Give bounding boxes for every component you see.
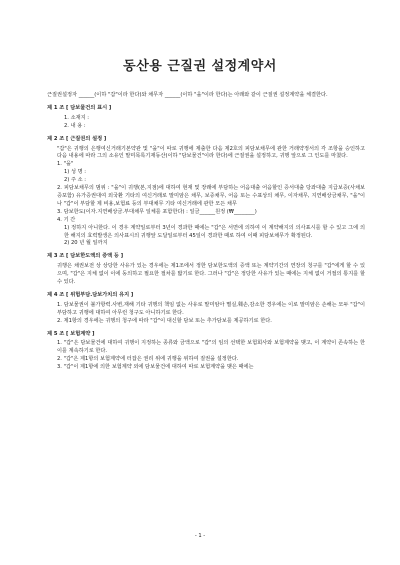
document-body [47,92,365,372]
document-title: 동산용 근질권 설정계약서 [123,59,277,74]
article-2-paragraph: "갑"은 귀행의 은행여신거래기본약관 및 "을"이 따로 귀행에 제출한 다음 제2호의 피담보채무에 관한 거래약정서의 각 조항을 승인하고 다음 내용에 따라 그의 소유인 말미목록기재동산(이하 "담보물건"이라 한다)에 근질권을 설정하고, 귀행 앞으로 그 인도를 마쳤다. [57,145,365,160]
article-5-heading: 제 5 조 [ 보험계약 ] [47,330,95,337]
article-4-item-1: 1. 담보물권이 불가항력.사변,재해 기타 귀행의 책임 없는 사유로 말미암아 멸실,훼손,감소한 경우에는 이로 말미암은 손해는 모두 "갑"이 부담하고 귀행에 대하여 아무런 청구도 아니하기로 한다. [57,301,365,316]
article-2-heading: 제 2 조 [ 근질권의 설정 ] [47,135,107,142]
article-5-item-1: 1. "갑"은 담보물건에 대하여 귀행이 지정하는 종류와 금액으로 "갑"의 임의 선택한 보험회사와 보험계약을 맺고, 이 계약이 존속하는 한 이를 계속하기로 한다. [57,340,365,355]
article-1-heading: 제 1 조 [ 담보물건의 표시 ] [47,104,112,111]
article-2-item-2: 2. 피담보채무의 범위 : "을"이 귀행(본,지점)에 대하여 현재 및 장래에 부담하는 어음대출 어음할인 증서대출 당좌대출 지급보증(사채보증포함) 유가증권대여 외국환 기타의 여신거래로 말미암은 채무, 보증채무, 어음 또는 수표상의 채무, 이자채무, 지연배상금채무, "을"이나 "갑"이 부담할 제 비용,보험료 등의 부대채무 기타 여신거래에 관한 모든 채무 [57,185,365,207]
article-2-item-1-address: 2) 주 소 : [64,177,87,184]
article-4-heading: 제 4 조 [ 위험부담.담보가치의 유지 ] [47,291,134,298]
article-3-heading: 제 3 조 [ 담보한도액의 증액 등 ] [47,253,124,260]
article-4-item-2: 2. 제1항의 경우에는 귀행의 청구에 따라 "갑"이 대신할 담보 또는 추가담보를 제공하기로 한다. [57,317,272,324]
article-3-paragraph: 귀행은 채권보전 상 상당한 사유가 있는 경우에는 제1조에서 정한 담보한도액의 증액 또는 계약기간의 연장의 청구를 "갑"에게 할 수 있으며, "갑"은 지체 없이 이에 동의하고 필요한 절차를 밟기로 한다. 그러나 "갑"은 정당한 사유가 있는 때에는 지체 없이 거절의 통지를 할 수 있다. [57,263,365,286]
page-number: - 1 - [194,533,206,539]
article-2-item-3: 3. 담보한도(이자.지연배상금.부대채무 일체를 포함한다) : 일금______원정 (₩________) [57,208,257,215]
intro-paragraph: 근질권설정자 ______(이하 "갑"이라 한다)와 채무자 ______(이하 "을"이라 한다)는 아래와 같이 근질권 설정계약을 체결한다. [47,92,328,98]
article-2-item-4: 4. 기 간 [57,216,76,223]
article-1-item-1: 1. 소재지 : [64,114,90,121]
article-2-item-1-name: 1) 성 명 : [64,169,87,176]
article-5-item-2: 2. "갑"은 제1항의 보험계약에 터잡은 권리 위에 귀행을 위하여 질권을 설정한다. [57,356,239,363]
article-2-item-4-sub-1: 1) 정하지 아니한다. 이 경우 계약일로부터 3년이 경과한 때에는 "갑"은 서면에 의하여 이 계약해지의 의사표시를 할 수 있고 그에 의한 해지의 효력발생은 의사표시의 귀행앞 도달일로부터 45일이 경과한 때로 하여 이때 피담보채무가 확정된다. [64,224,365,239]
article-1-item-2: 2. 내 용 : [64,122,86,129]
article-2-item-4-sub-2: 2) 20 년 월 일까지 [64,240,108,247]
article-2-item-1: 1. "을" [57,161,74,168]
article-5-item-3: 3. "갑"이 제1항에 의한 보험계약 외에 담보물건에 대하여 따로 보험계약을 맺은 때에는 [57,364,254,371]
